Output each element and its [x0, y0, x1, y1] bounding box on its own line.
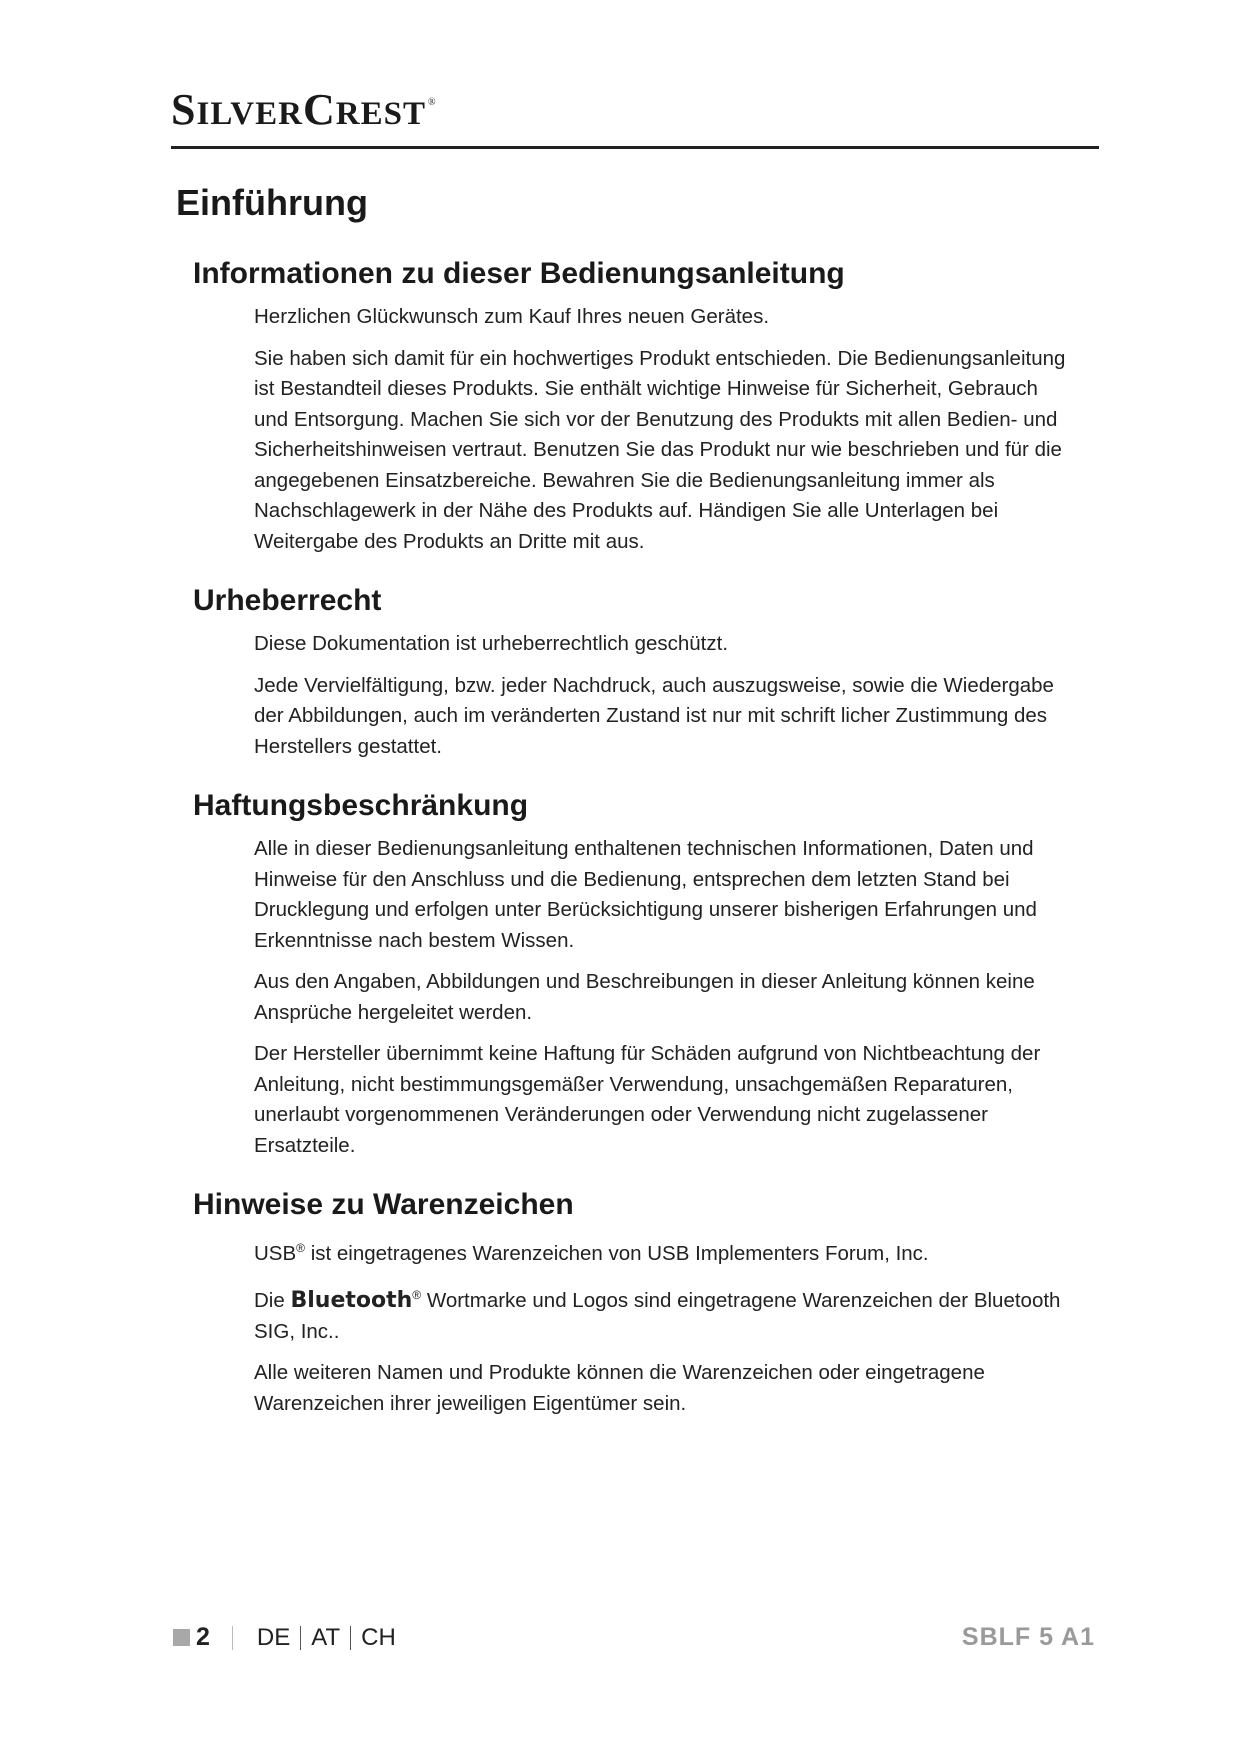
- divider: [350, 1626, 351, 1650]
- footer-page-info: [173, 1623, 396, 1652]
- paragraph: Aus den Angaben, Abbildungen und Beschreibungen in dieser Anleitung können keine Ansprüche hergeleitet werden.: [254, 970, 1035, 1024]
- paragraph: Jede Vervielfältigung, bzw. jeder Nachdruck, auch auszugsweise, sowie die Wiedergabe der Abbildungen, auch im veränderten Zustand ist nur mit schrift licher Zustimmung des Herstellers gestattet.: [254, 673, 1054, 758]
- page-number: 2: [196, 1623, 210, 1651]
- bluetooth-prefix: Die: [254, 1289, 291, 1313]
- usb-text: ist eingetragenes Warenzeichen von USB Implementers Forum, Inc.: [305, 1241, 929, 1265]
- section-heading: Haftungsbeschränkung: [193, 789, 529, 822]
- section-trademarks: [193, 1187, 1093, 1419]
- section-heading: Hinweise zu Warenzeichen: [193, 1188, 574, 1221]
- usb-trademark-note: [254, 1233, 1074, 1269]
- divider: [300, 1626, 301, 1650]
- paragraph: Herzlichen Glückwunsch zum Kauf Ihres neuen Gerätes.: [254, 305, 770, 328]
- registered-mark: ®: [296, 1241, 305, 1255]
- section-manual-info: [193, 256, 1093, 557]
- usb-name: USB: [254, 1241, 297, 1265]
- bluetooth-wordmark: Bluetooth: [290, 1288, 413, 1314]
- paragraph: Alle in dieser Bedienungsanleitung enthaltenen technischen Informationen, Daten und Hinweise für den Anschluss und die Bedienung, entsprechen dem letzten Stand bei Drucklegung und erfolgen unter Berücksichtigung unserer bisherigen Erfahrungen und Erkenntnisse nach bestem Wissen.: [254, 837, 1037, 952]
- logo-registered-mark: ®: [427, 97, 437, 108]
- chapter-title: Einführung: [176, 182, 368, 223]
- model-number: SBLF 5 A1: [961, 1623, 1095, 1651]
- section-heading: Urheberrecht: [193, 584, 382, 617]
- country-code: AT: [311, 1623, 341, 1651]
- country-code: CH: [361, 1623, 396, 1651]
- section-heading: Informationen zu dieser Bedienungsanleitung: [193, 257, 845, 290]
- divider: [232, 1626, 233, 1650]
- paragraph: Diese Dokumentation ist urheberrechtlich geschützt.: [254, 632, 729, 655]
- bluetooth-trademark-note: [254, 1280, 1074, 1347]
- silvercrest-logo: SILVERCREST ®: [171, 85, 437, 134]
- bluetooth-text: Wortmarke und Logos sind eingetragene Warenzeichen der Bluetooth SIG, Inc..: [254, 1289, 1061, 1343]
- header-rule: [171, 146, 1099, 149]
- page-marker-square: [173, 1629, 190, 1646]
- paragraph: Alle weiteren Namen und Produkte können die Warenzeichen oder eingetragene Warenzeichen ihrer jeweiligen Eigentümer sein.: [254, 1361, 985, 1415]
- paragraph: Sie haben sich damit für ein hochwertiges Produkt entschieden. Die Bedienungsanleitung ist Bestandteil dieses Produkts. Sie enthält wichtige Hinweise für Sicherheit, Gebrauch und Entsorgung. Machen Sie sich vor der Benutzung des Produkts mit allen Bedien- und Sicherheitshinweisen vertraut. Benutzen Sie das Produkt nur wie beschrieben und für die angegebenen Einsatzbereiche. Bewahren Sie die Bedienungsanleitung immer als Nachschlagewerk in der Nähe des Produkts auf. Händigen Sie alle Unterlagen bei Weitergabe des Produkts an Dritte mit aus.: [254, 346, 1066, 553]
- content: [193, 256, 1093, 1445]
- paragraph: Der Hersteller übernimmt keine Haftung für Schäden aufgrund von Nichtbeachtung der Anleitung, nicht bestimmungsgemäßer Verwendung, unsachgemäßen Reparaturen, unerlaubt vorgenommenen Veränderungen oder Verwendung nicht zugelassener Ersatzteile.: [254, 1042, 1041, 1157]
- registered-mark: ®: [412, 1288, 422, 1303]
- section-liability: [193, 788, 1093, 1161]
- country-code: DE: [256, 1623, 291, 1651]
- section-copyright: [193, 583, 1093, 762]
